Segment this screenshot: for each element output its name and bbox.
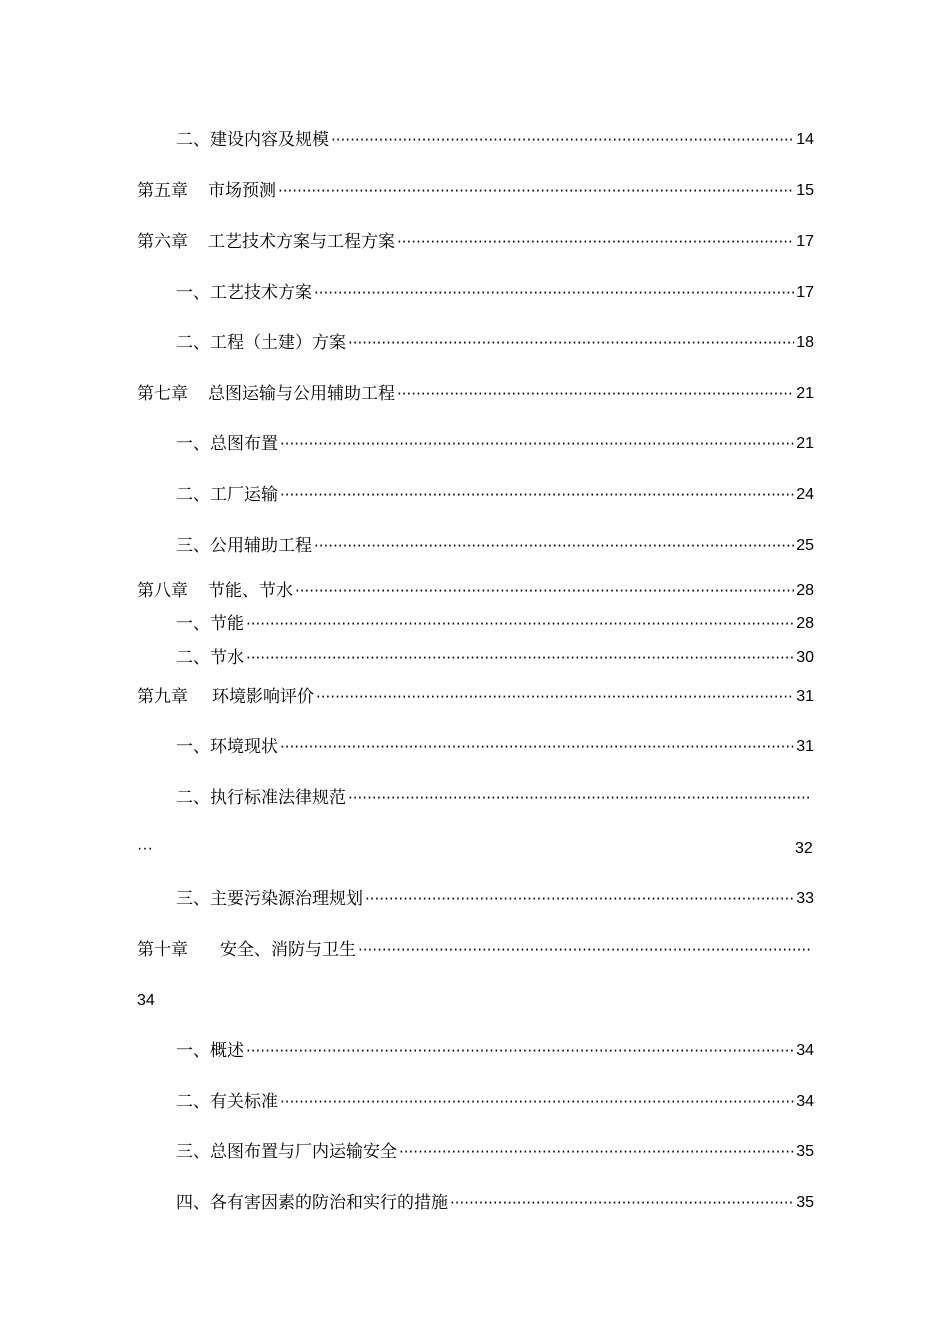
toc-entry-title: 工程（土建）方案	[210, 333, 346, 353]
dot-leader	[399, 1141, 794, 1163]
dot-leader	[246, 1040, 794, 1062]
toc-entry-number: 一、	[176, 434, 210, 454]
dot-leader	[280, 484, 794, 506]
toc-entry-number: 二、	[176, 130, 210, 150]
toc-entry-title: 市场预测	[208, 181, 276, 201]
toc-entry[interactable]	[176, 1192, 814, 1214]
toc-entry-number: 三、	[176, 1142, 210, 1162]
dot-leader	[397, 231, 794, 253]
toc-entry[interactable]	[137, 231, 814, 253]
toc-entry-title: 工艺技术方案	[210, 283, 312, 303]
toc-entry-page: 14	[796, 131, 814, 148]
toc-entry-title: 概述	[210, 1041, 244, 1061]
toc-entry-page: 21	[796, 435, 814, 452]
toc-entry[interactable]	[137, 383, 814, 405]
toc-entry-title: 节能、节水	[208, 581, 293, 601]
dot-leader	[314, 535, 794, 557]
toc-entry-number: 二、	[176, 788, 210, 808]
toc-entry-number: 一、	[176, 614, 210, 634]
toc-entry-title: 环境现状	[210, 737, 278, 757]
toc-entry[interactable]	[176, 332, 814, 354]
toc-entry-title: 建设内容及规模	[210, 130, 329, 150]
toc-entry[interactable]	[137, 580, 814, 602]
toc-entry-title: 环境影响评价	[212, 687, 314, 707]
toc-entry-number: 第七章	[137, 384, 188, 404]
dot-leader	[397, 383, 794, 405]
toc-entry-page: 15	[796, 182, 814, 199]
toc-entry-page: 35	[796, 1194, 814, 1211]
toc-entry-page: 31	[796, 688, 814, 705]
toc-entry[interactable]	[176, 129, 814, 151]
dot-leader-continuation: ···	[137, 840, 153, 857]
toc-entry-page: 28	[796, 615, 814, 632]
toc-entry-page: 32	[795, 840, 813, 857]
toc-entry-title: 节能	[210, 614, 244, 634]
toc-entry-number: 一、	[176, 737, 210, 757]
toc-entry-page: 17	[796, 284, 814, 301]
toc-entry-page: 34	[796, 1042, 814, 1059]
toc-entry-number: 三、	[176, 889, 210, 909]
toc-entry-number: 二、	[176, 1092, 210, 1112]
toc-entry-page: 31	[796, 738, 814, 755]
toc-entry-title: 公用辅助工程	[210, 536, 312, 556]
dot-leader	[316, 686, 794, 708]
dot-leader	[358, 939, 812, 961]
dot-leader	[280, 433, 794, 455]
dot-leader	[278, 180, 794, 202]
dot-leader	[331, 129, 794, 151]
toc-entry-number: 第九章	[137, 687, 188, 707]
toc-entry-page: 33	[796, 890, 814, 907]
toc-entry-title: 各有害因素的防治和实行的措施	[210, 1193, 448, 1213]
toc-entry-title: 安全、消防与卫生	[220, 940, 356, 960]
toc-entry[interactable]	[176, 888, 814, 910]
toc-entry-page: 17	[796, 233, 814, 250]
dot-leader	[246, 613, 794, 635]
toc-entry[interactable]	[176, 1040, 814, 1062]
toc-entry-page: 18	[796, 334, 814, 351]
toc-entry-title: 总图布置与厂内运输安全	[210, 1142, 397, 1162]
toc-entry-title: 总图运输与公用辅助工程	[208, 384, 395, 404]
toc-entry-number: 第五章	[137, 181, 188, 201]
dot-leader	[365, 888, 794, 910]
dot-leader	[280, 736, 794, 758]
toc-entry-number: 一、	[176, 283, 210, 303]
toc-entry-page: 35	[796, 1143, 814, 1160]
dot-leader	[246, 647, 794, 669]
toc-entry-title: 有关标准	[210, 1092, 278, 1112]
toc-entry[interactable]	[176, 1141, 814, 1163]
toc-entry-number: 一、	[176, 1041, 210, 1061]
toc-entry[interactable]	[176, 1091, 814, 1113]
toc-entry-title: 执行标准法律规范	[210, 788, 346, 808]
toc-entry[interactable]	[176, 282, 814, 304]
toc-entry-title: 主要污染源治理规划	[210, 889, 363, 909]
toc-entry-title: 总图布置	[210, 434, 278, 454]
toc-entry-number: 二、	[176, 333, 210, 353]
toc-entry[interactable]	[137, 686, 814, 708]
dot-leader	[348, 332, 794, 354]
toc-entry-number: 三、	[176, 536, 210, 556]
toc-entry-title: 节水	[210, 648, 244, 668]
toc-entry-page: 24	[796, 486, 814, 503]
dot-leader	[280, 1091, 794, 1113]
toc-entry[interactable]	[176, 433, 814, 455]
dot-leader	[314, 282, 794, 304]
toc-entry-number: 第八章	[137, 581, 188, 601]
toc-entry-number: 二、	[176, 485, 210, 505]
toc-entry[interactable]	[176, 535, 814, 557]
dot-leader	[450, 1192, 794, 1214]
toc-entry[interactable]	[176, 787, 814, 809]
toc-entry[interactable]	[176, 613, 814, 635]
toc-entry[interactable]	[176, 736, 814, 758]
toc-entry[interactable]	[176, 484, 814, 506]
toc-entry-title: 工艺技术方案与工程方案	[208, 232, 395, 252]
toc-entry-number: 第六章	[137, 232, 188, 252]
toc-entry[interactable]	[176, 647, 814, 669]
toc-entry-page: 21	[796, 385, 814, 402]
toc-entry-number: 四、	[176, 1193, 210, 1213]
toc-entry-page: 28	[796, 582, 814, 599]
toc-entry[interactable]	[137, 180, 814, 202]
toc-entry-number: 二、	[176, 648, 210, 668]
toc-entry-page: 34	[796, 1093, 814, 1110]
toc-entry-page: 30	[796, 649, 814, 666]
dot-leader	[295, 580, 794, 602]
toc-entry-page: 34	[137, 992, 155, 1009]
toc-entry-page: 25	[796, 537, 814, 554]
toc-entry-number: 第十章	[137, 940, 188, 960]
toc-entry[interactable]	[137, 939, 814, 961]
dot-leader	[348, 787, 812, 809]
toc-entry-title: 工厂运输	[210, 485, 278, 505]
